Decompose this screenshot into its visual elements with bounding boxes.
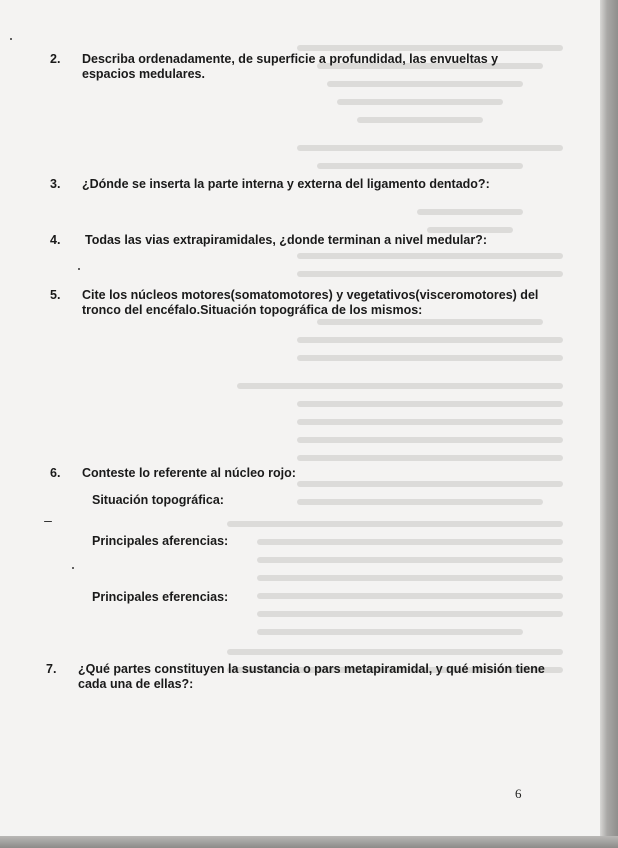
scanner-edge-right	[600, 0, 618, 848]
question-number: 2.	[50, 52, 61, 66]
question-number: 7.	[46, 662, 57, 676]
question-text: ¿Dónde se inserta la parte interna y externa del ligamento dentado?:	[82, 177, 490, 191]
question-number: 6.	[50, 466, 61, 480]
question-2	[50, 52, 552, 82]
subheading-aferencias: Principales aferencias:	[92, 534, 229, 548]
question-text: Conteste lo referente al núcleo rojo:	[82, 466, 296, 480]
subheading-situacion: Situación topográfica:	[92, 493, 224, 507]
question-text: Cite los núcleos motores(somatomotores) y vegetativos(visceromotores) del tronco del encéfalo.Situación topográfica de los mismos:	[82, 288, 539, 317]
page-number: 6	[515, 786, 522, 801]
question-text: Todas las vias extrapiramidales, ¿donde terminan a nivel medular?:	[85, 233, 487, 247]
question-5	[50, 288, 552, 318]
scan-speck	[72, 567, 74, 569]
question-number: 4.	[50, 233, 61, 247]
scanner-edge-bottom	[0, 836, 618, 848]
scan-speck	[78, 268, 80, 270]
question-text: Describa ordenadamente, de superficie a profundidad, las envueltas y espacios medulares.	[82, 52, 499, 81]
scan-speck	[44, 521, 52, 522]
question-4	[50, 233, 552, 248]
question-number: 5.	[50, 288, 61, 302]
question-6	[50, 466, 552, 481]
question-number: 3.	[50, 177, 61, 191]
subheading-eferencias: Principales eferencias:	[92, 590, 229, 604]
question-7	[46, 662, 548, 692]
question-text: ¿Qué partes constituyen la sustancia o pars metapiramidal, y qué misión tiene cada una de ellas?:	[78, 662, 545, 691]
scan-speck	[10, 38, 12, 40]
question-3	[50, 177, 552, 192]
